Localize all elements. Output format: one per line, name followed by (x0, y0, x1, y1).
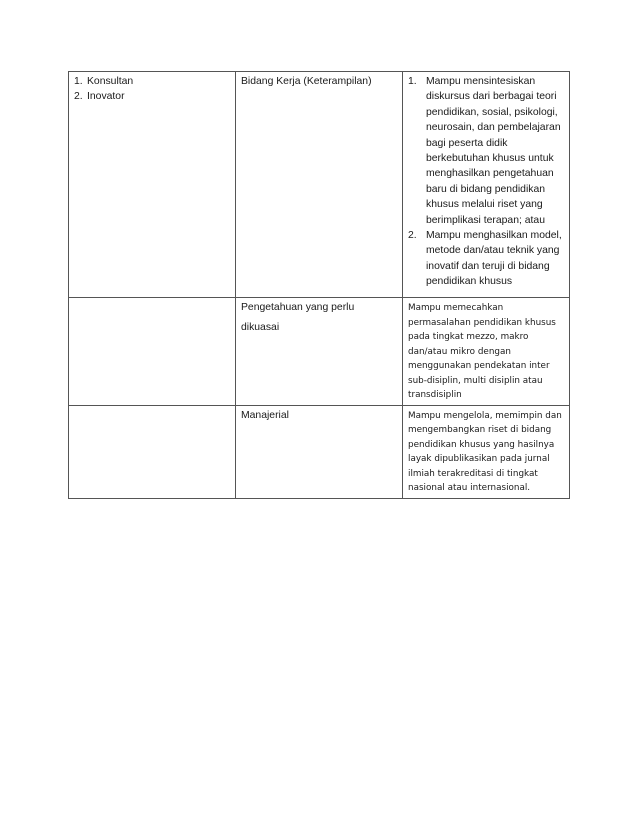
list-number: 2. (408, 230, 417, 242)
list-item (74, 74, 230, 89)
table-row (69, 405, 570, 498)
competency-list (408, 74, 564, 290)
empty-cell (69, 298, 236, 406)
area-cell (236, 405, 403, 498)
role-label: Inovator (87, 91, 125, 103)
competency-table (68, 71, 570, 499)
list-item (408, 228, 564, 290)
list-item (74, 89, 230, 104)
area-cell (236, 298, 403, 406)
roles-cell (69, 72, 236, 298)
empty-cell (69, 405, 236, 498)
competency-cell (403, 72, 570, 298)
competency-cell (403, 298, 570, 406)
competency-text: Mampu memecahkan permasalahan pendidikan khusus pada tingkat mezzo, makro dan/atau mikro dengan menggunakan pendekatan inter sub-disiplin, multi disiplin atau transdisiplin (408, 303, 556, 400)
roles-list (74, 74, 230, 105)
area-label-continued: dikuasai (241, 322, 280, 334)
list-number: 1. (408, 76, 417, 87)
competency-text: Mampu mensintesiskan diskursus dari berbagai teori pendidikan, sosial, psikologi, neurosain, dan pembelajaran bagi peserta didik berkebutuhan khusus untuk menghasilkan pengetahuan baru di bidang pendidikan khusus melalui riset yang berimplikasi terapan; atau (426, 76, 561, 226)
area-cell (236, 72, 403, 298)
area-label: Pengetahuan yang perlu (241, 302, 355, 313)
list-number: 1. (74, 76, 83, 87)
list-item (408, 74, 564, 228)
area-label: Bidang Kerja (Keterampilan) (241, 76, 372, 87)
role-label: Konsultan (87, 76, 134, 87)
competency-cell (403, 405, 570, 498)
table-row (69, 298, 570, 406)
competency-text: Mampu menghasilkan model, metode dan/atau teknik yang inovatif dan teruji di bidang pendidikan khusus (426, 230, 562, 288)
table-row (69, 72, 570, 298)
area-label: Manajerial (241, 409, 289, 421)
list-number: 2. (74, 91, 83, 103)
competency-text: Mampu mengelola, memimpin dan mengembangkan riset di bidang pendidikan khusus yang hasilnya layak dipublikasikan pada jurnal ilmiah terakreditasi di tingkat nasional atau internasional. (408, 410, 562, 493)
